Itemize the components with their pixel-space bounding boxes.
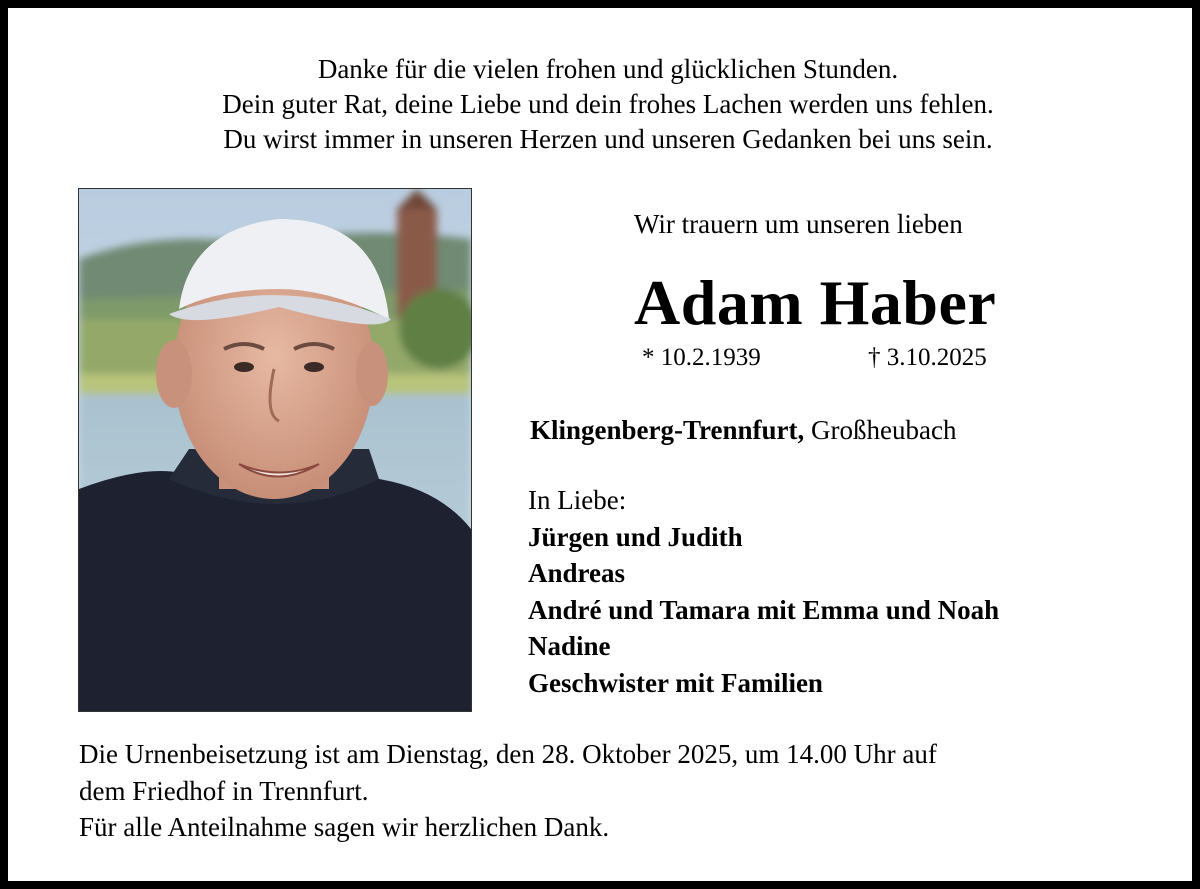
funeral-info: [79, 736, 937, 846]
family-member: Nadine: [528, 631, 611, 661]
funeral-line: Für alle Anteilnahme sagen wir herzlichen Dank.: [79, 812, 610, 842]
deceased-name: Adam Haber: [634, 267, 997, 338]
family-member: Jürgen und Judith: [528, 521, 743, 552]
intro-line: Dein guter Rat, deine Liebe und dein frohes Lachen werden uns fehlen.: [222, 89, 994, 119]
place-primary: Klingenberg-Trennfurt,: [530, 415, 805, 445]
family-member: Andreas: [528, 558, 626, 588]
family-heading: In Liebe:: [528, 485, 627, 515]
funeral-line: dem Friedhof in Trennfurt.: [79, 775, 369, 806]
place-secondary: Großheubach: [811, 415, 957, 445]
intro-verse: [8, 52, 1200, 157]
portrait-illustration: [79, 189, 471, 711]
death-date: † 3.10.2025: [868, 344, 987, 371]
intro-line: Danke für die vielen frohen und glücklichen Stunden.: [317, 54, 899, 84]
grieve-text: Wir trauern um unseren lieben: [634, 209, 963, 239]
birth-date: * 10.2.1939: [642, 344, 761, 371]
family-list: [528, 482, 999, 701]
funeral-line: Die Urnenbeisetzung ist am Dienstag, den 28. Oktober 2025, um 14.00 Uhr auf: [79, 739, 937, 769]
family-member: André und Tamara mit Emma und Noah: [528, 594, 1000, 625]
intro-line: Du wirst immer in unseren Herzen und unseren Gedanken bei uns sein.: [223, 124, 993, 154]
portrait-photo: [78, 188, 472, 712]
place-line: [530, 415, 956, 446]
family-member: Geschwister mit Familien: [528, 667, 823, 698]
